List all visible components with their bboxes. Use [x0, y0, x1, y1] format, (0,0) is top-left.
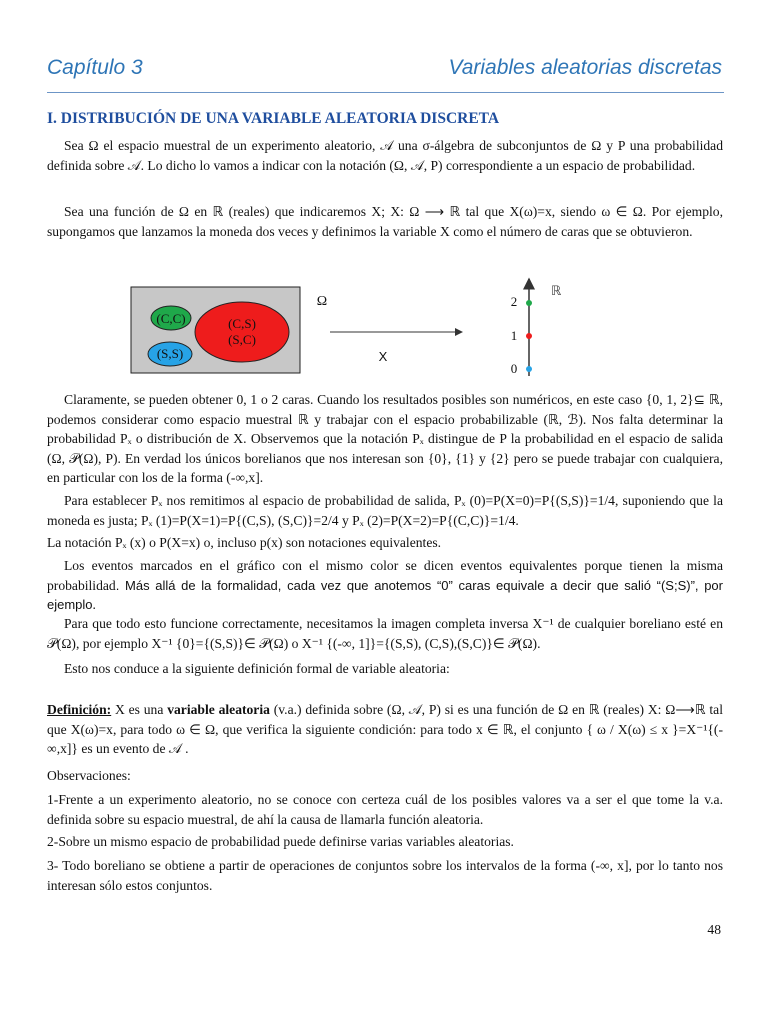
equivalent-events-b: . Más allá de la formalidad, cada vez que anotemos “0” caras equivale a decir que salió “(S;S)”, por ejemplo: [47, 577, 723, 612]
arrow-x-label: X: [378, 349, 388, 364]
omega-label: Ω: [316, 294, 328, 309]
definition-block: [47, 700, 723, 759]
paragraph-equivalent-events: [47, 556, 723, 615]
definition-term: variable aleatoria: [167, 702, 270, 717]
tick-label-2: 2: [510, 294, 518, 309]
axis-label: ℝ: [550, 284, 562, 299]
set-cs-label: (C,S): [228, 316, 256, 331]
chapter-title: Variables aleatorias discretas: [448, 56, 722, 79]
paragraph-inverse-image: Para que todo esto funcione correctamente, necesitamos la imagen completa inversa X⁻¹ de cualquier boreliano esté en 𝒫(Ω), por ejemplo X⁻¹ {0}={(S,S)}∈ 𝒫(Ω) o X⁻¹ {(-∞, 1]}={(S,S), (C,S),(S,C)}∈ 𝒫(Ω).: [47, 616, 723, 651]
mapping-diagram: [0, 270, 768, 380]
set-ss-label: (S,S): [156, 346, 184, 361]
paragraph-function: Sea una función de Ω en ℝ (reales) que indicaremos X; X: Ω ⟶ ℝ tal que X(ω)=x, siendo ω ∈ Ω. Por ejemplo, supongamos que lanzamos la moneda dos veces y definimos la variable X como el número de caras que se obtuvieron.: [47, 204, 723, 239]
page-header: [47, 52, 724, 93]
observation-3: 3- Todo boreliano se obtiene a partir de operaciones de conjuntos sobre los intervalos de la forma (-∞, x], por lo tanto nos interesan sólo estos conjuntos.: [47, 858, 723, 893]
paragraph-lead-in: Esto nos conduce a la siguiente definición formal de variable aleatoria:: [64, 661, 450, 676]
chapter-label: Capítulo 3: [47, 56, 143, 79]
tick-point-1: [526, 333, 532, 339]
paragraph-outcomes: Claramente, se pueden obtener 0, 1 o 2 caras. Cuando los resultados posibles son numéricos, en este caso {0, 1, 2}⊆ ℝ, podemos considerar como espacio muestral ℝ y trabajar con el espacio probabilizable (ℝ, ℬ). Nos falta determinar la probabilidad Pₓ o distribución de X. Observemos que la notación Pₓ distingue de P la probabilidad en el espacio de salida (Ω, 𝒫(Ω), P). En verdad los únicos borelianos que nos interesan son {0}, {1} y {2} pero se puede trabajar con cualquiera, en particular con los de la forma (-∞,x].: [47, 392, 723, 485]
observation-2: 2-Sobre un mismo espacio de probabilidad puede definirse varias variables aleatorias.: [47, 834, 514, 849]
paragraph-notation: La notación Pₓ (x) o P(X=x) o, incluso p(x) son notaciones equivalentes.: [47, 535, 442, 550]
tick-label-1: 1: [510, 328, 518, 343]
tick-point-0: [526, 366, 532, 372]
tick-label-0: 0: [510, 361, 518, 376]
definition-label: Definición:: [47, 702, 112, 717]
definition-text-b: (v.a.) definida sobre (Ω, 𝒜, P) si es una función de Ω en ℝ (reales) X: Ω⟶ℝ tal que X(ω)=x, para todo ω ∈ Ω, que verifica la siguiente condición: para todo x ∈ ℝ, el conjunto { ω / X(ω) ≤ x }=X⁻¹{(-∞,x]} es un evento de 𝒜 .: [47, 702, 723, 756]
paragraph-intro: Sea Ω el espacio muestral de un experimento aleatorio, 𝒜 una σ-álgebra de subconjuntos de Ω y P una probabilidad definida sobre 𝒜. Lo dicho lo vamos a indicar con la notación (Ω, 𝒜, P) correspondiente a un espacio de probabilidad.: [47, 138, 723, 173]
equivalent-events-a: Los eventos marcados en el gráfico con el mismo color se dicen eventos equivalentes porque tienen la misma probabilidad: [47, 558, 723, 593]
page-number: 48: [707, 922, 721, 937]
mapping-svg: [0, 270, 768, 380]
set-cc-label: (C,C): [156, 311, 186, 326]
definition-text-a: X es una: [111, 702, 168, 717]
observation-1: 1-Frente a un experimento aleatorio, no se conoce con certeza cuál de los posibles valores va a ser el que tome la v.a. definida sobre su espacio muestral, de ahí la causa de llamarla función aleatoria.: [47, 792, 723, 827]
tick-point-2: [526, 300, 532, 306]
section-title: I. DISTRIBUCIÓN DE UNA VARIABLE ALEATORIA DISCRETA: [47, 110, 500, 127]
equivalent-events-c: .: [92, 597, 96, 612]
paragraph-probabilities: Para establecer Pₓ nos remitimos al espacio de probabilidad de salida, Pₓ (0)=P(X=0)=P{(S,S)}=1/4, suponiendo que la moneda es justa; Pₓ (1)=P(X=1)=P{(C,S), (S,C)}=2/4 y Pₓ (2)=P(X=2)=P{(C,C)}=1/4.: [47, 493, 723, 528]
set-sc-label: (S,C): [228, 332, 256, 347]
observations-heading: Observaciones:: [47, 768, 131, 783]
